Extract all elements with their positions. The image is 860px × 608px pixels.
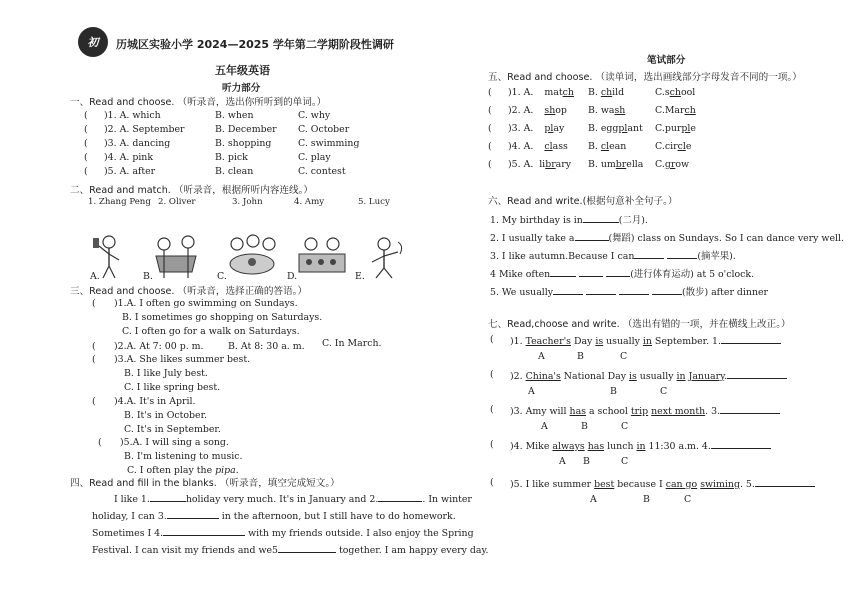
section1-option-a: )2. A. September [104, 124, 185, 135]
blank-1[interactable] [150, 492, 186, 502]
section1-answer-paren[interactable]: ( [84, 166, 88, 177]
section5-option-c [655, 141, 691, 152]
underlined-phrase: next month [651, 406, 706, 417]
sentence-text: 11:30 a.m. 4. [645, 441, 711, 452]
sentence-text: . [724, 371, 728, 382]
section6-heading: 六、Read and write.(根据句意补全句子。） [488, 196, 678, 207]
sentence-text: usually [636, 371, 677, 382]
section3-option-b: B. At 8: 30 a. m. [228, 341, 305, 352]
option-text: ow [675, 159, 689, 170]
option-text: op [555, 105, 567, 116]
write-blank[interactable] [579, 267, 603, 277]
sentence-text: (二月). [618, 215, 648, 226]
passage-text: holiday very much. It's in January and 2. [185, 494, 379, 505]
underlined-phrase: in [636, 441, 646, 452]
underlined-phrase: China's [525, 371, 561, 382]
section1-option-a: )4. A. pink [104, 152, 154, 163]
option-text: B. wa [588, 105, 615, 116]
correction-blank[interactable] [711, 439, 771, 449]
underlined-letters: pl [681, 123, 691, 134]
section1-option-c: C. play [298, 152, 331, 163]
option-text: C.Mar [655, 105, 685, 116]
write-line [490, 266, 754, 280]
underlined-letters: ch [684, 105, 696, 116]
write-blank[interactable] [583, 213, 619, 223]
option-text: B. egg [588, 123, 619, 134]
section1-option-c: C. October [298, 124, 350, 135]
section3-option-a: )5.A. I will sing a song. [120, 437, 229, 448]
option-italic: pipa. [215, 465, 239, 476]
underlined-letters: pl [544, 123, 554, 134]
section7-option-letter: B [583, 456, 590, 467]
write-blank[interactable] [606, 267, 630, 277]
sentence-text: (进行体育运动) at 5 o'clock. [630, 269, 755, 280]
picture-e-icon [360, 232, 410, 282]
underlined-phrase: is [595, 336, 604, 347]
section3-option-a: )4.A. It's in April. [114, 396, 196, 407]
section1-option-c: C. contest [298, 166, 346, 177]
sentence-text: National Day [560, 371, 629, 382]
section7-option-letter: A [538, 351, 545, 362]
section3-answer-paren[interactable]: ( [92, 354, 96, 365]
section5-option-b [588, 87, 624, 98]
option-text: ella [626, 159, 644, 170]
section3-option-a: )2.A. At 7: 00 p. m. [114, 341, 204, 352]
correction-blank[interactable] [720, 404, 780, 414]
section3-option-b: B. I like July best. [124, 368, 208, 379]
section5-option-b [588, 141, 626, 152]
match-name[interactable]: 4. Amy [294, 197, 325, 207]
picture-label[interactable]: B. [143, 271, 153, 282]
underlined-letters: cl [600, 141, 610, 152]
section3-option-b: B. I'm listening to music. [124, 451, 243, 462]
passage-text: in the afternoon, but I still have to do homework. [221, 511, 456, 522]
section1-option-a: )5. A. after [104, 166, 156, 177]
section5-option-c [655, 105, 696, 116]
underlined-letters: br [615, 159, 627, 170]
picture-label[interactable]: E. [355, 271, 365, 282]
section3-option-c: C. I often go for a walk on Saturdays. [122, 326, 300, 337]
option-text: B. um [588, 159, 616, 170]
passage-text: Festival. I can visit my friends and we5 [92, 545, 278, 556]
section3-answer-paren[interactable]: ( [98, 437, 102, 448]
section5-option-a [544, 105, 567, 116]
option-text: li [539, 159, 546, 170]
sentence-text: 1. My birthday is in [490, 215, 583, 226]
section5-number: )3. A. [508, 123, 534, 134]
sentence-text: )4. Mike [510, 441, 553, 452]
section3-option-c: C. I like spring best. [124, 382, 221, 393]
section3-option-a: )1.A. I often go swimming on Sundays. [114, 298, 298, 309]
section7-sentence [510, 369, 787, 382]
option-text: e [685, 141, 692, 152]
option-text: ean [609, 141, 627, 152]
passage-text: holiday, I can 3. [92, 511, 167, 522]
section1-answer-paren[interactable]: ( [84, 138, 88, 149]
section5-answer-paren[interactable]: ( [488, 105, 492, 116]
section5-answer-paren[interactable]: ( [488, 159, 492, 170]
section7-answer-paren[interactable]: ( [490, 404, 494, 415]
option-text: mat [544, 87, 563, 98]
option-text: ool [680, 87, 696, 98]
write-line [490, 284, 768, 298]
underlined-letters: cl [677, 141, 686, 152]
write-line [490, 248, 736, 262]
section7-option-letter: A [528, 386, 535, 397]
section3-option-b: B. It's in October. [124, 410, 208, 421]
blank-3[interactable] [167, 509, 219, 519]
section1-option-c: C. swimming [298, 138, 360, 149]
underlined-letters: ch [562, 87, 574, 98]
picture-b-icon [150, 232, 205, 282]
option-text: e [690, 123, 696, 134]
sentence-text: (摘苹果). [697, 251, 736, 262]
section5-option-a [544, 141, 567, 152]
blank-4[interactable] [163, 526, 245, 536]
section1-option-b: B. when [215, 110, 254, 121]
section5-option-c [655, 159, 689, 170]
section1-option-b: B. clean [215, 166, 254, 177]
picture-label[interactable]: C. [217, 271, 227, 282]
section7-option-letter: C [621, 421, 629, 432]
sentence-text: )2. [510, 371, 526, 382]
passage-text: I like 1. [114, 494, 150, 505]
section3-option-c: C. In March. [322, 338, 382, 349]
underlined-phrase: in [676, 371, 686, 382]
underlined-letters: sh [544, 105, 556, 116]
section5-answer-paren[interactable]: ( [488, 123, 492, 134]
write-blank[interactable] [586, 285, 616, 295]
section3-answer-paren[interactable]: ( [92, 341, 96, 352]
section7-option-letter: A [559, 456, 566, 467]
write-blank[interactable] [667, 249, 697, 259]
write-line [490, 230, 844, 244]
underlined-letters: cl [544, 141, 553, 152]
section7-option-letter: C [684, 494, 692, 505]
underlined-phrase: swiming [700, 479, 740, 490]
written-title: 笔试部分 [647, 55, 686, 66]
section7-option-letter: B [610, 386, 617, 397]
option-text: C. I often play the [127, 465, 213, 476]
sentence-text: . 5. [739, 479, 755, 490]
section3-option-b: B. I sometimes go shopping on Saturdays. [122, 312, 323, 323]
section5-number: )4. A. [508, 141, 534, 152]
section3-answer-paren[interactable]: ( [92, 298, 96, 309]
section7-option-letter: C [621, 456, 629, 467]
write-blank[interactable] [575, 231, 609, 241]
passage-text: together. I am happy every day. [338, 545, 489, 556]
picture-label[interactable]: D. [287, 271, 298, 282]
underlined-letters: pl [618, 123, 628, 134]
write-blank[interactable] [652, 285, 682, 295]
section7-answer-paren[interactable]: ( [490, 439, 494, 450]
underlined-phrase: best [594, 479, 615, 490]
sentence-text: . 3. [705, 406, 721, 417]
section5-option-c [655, 87, 695, 98]
section4-heading: 四、Read and fill in the blanks. （听录音，填空完成短文。） [70, 478, 340, 489]
section5-number: )5. A. [508, 159, 534, 170]
section7-option-letter: C [660, 386, 668, 397]
sentence-text: a school [585, 406, 631, 417]
section7-option-letter: B [581, 421, 588, 432]
section5-option-a [539, 159, 571, 170]
passage-line-1 [114, 492, 472, 505]
passage-line-2 [92, 509, 456, 522]
sentence-text: 2. I usually take a [490, 233, 575, 244]
underlined-letters: sh [614, 105, 626, 116]
sentence-text: lunch [604, 441, 637, 452]
section5-option-a [544, 123, 564, 134]
section5-answer-paren[interactable]: ( [488, 87, 492, 98]
section5-number: )1. A. [508, 87, 534, 98]
sentence-text: )3. Amy will [510, 406, 570, 417]
underlined-phrase: trip [630, 406, 649, 417]
underlined-phrase: January [688, 371, 725, 382]
grade-title: 五年级英语 [215, 64, 270, 77]
school-logo-icon: 初 [78, 27, 108, 57]
section7-answer-paren[interactable]: ( [490, 334, 494, 345]
section7-option-letter: A [590, 494, 597, 505]
section1-option-a: )1. A. which [104, 110, 161, 121]
section5-option-c [655, 123, 696, 134]
correction-blank[interactable] [721, 334, 781, 344]
option-text: C. [655, 159, 665, 170]
passage-text: with my friends outside. I also enjoy the Spring [248, 528, 474, 539]
match-name[interactable]: 5. Lucy [358, 197, 390, 207]
option-text: C.cir [655, 141, 678, 152]
underlined-phrase: is [629, 371, 637, 382]
picture-d-icon [295, 232, 350, 282]
section1-heading: 一、Read and choose. （听录音，选出你所听到的单词。） [70, 97, 327, 108]
write-blank[interactable] [553, 285, 583, 295]
sentence-text: Day [570, 336, 596, 347]
section5-option-b [588, 123, 643, 134]
section5-option-a [544, 87, 574, 98]
section1-option-c: C. why [298, 110, 331, 121]
underlined-letters: gr [664, 159, 676, 170]
sentence-text: 4 Mike often [490, 269, 551, 280]
option-text: ild [612, 87, 625, 98]
section1-option-b: B. December [215, 124, 277, 135]
section5-option-b [588, 105, 625, 116]
option-text: C.s [655, 87, 670, 98]
passage-line-3 [92, 526, 474, 539]
underlined-letters: br [545, 159, 556, 170]
underlined-phrase: has [569, 406, 586, 417]
sentence-text: )5. I like summer [510, 479, 595, 490]
option-text: ant [627, 123, 643, 134]
sentence-text: usually [603, 336, 643, 347]
section7-sentence [510, 404, 780, 417]
section5-heading: 五、Read and choose. （读单词，选出画线部分字母发音不同的一项。） [488, 72, 802, 83]
section3-heading: 三、Read and choose. （听录音，选择正确的答语。） [70, 286, 308, 297]
correction-blank[interactable] [755, 477, 815, 487]
passage-text: Sometimes I 4. [92, 528, 164, 539]
sentence-text: (散步) after dinner [682, 287, 769, 298]
section5-option-b [588, 159, 643, 170]
section7-sentence [510, 439, 771, 452]
write-blank[interactable] [619, 285, 649, 295]
blank-5[interactable] [278, 543, 336, 553]
underlined-phrase: can go [665, 479, 698, 490]
section5-number: )2. A. [508, 105, 534, 116]
section7-option-letter: B [643, 494, 650, 505]
sentence-text: (舞蹈) class on Sundays. So I can dance very well. [608, 233, 844, 244]
section1-option-b: B. pick [215, 152, 248, 163]
option-text: B. [588, 141, 601, 152]
section7-sentence [510, 477, 815, 490]
school-title: 历城区实验小学 2024—2025 学年第二学期阶段性调研 [116, 38, 394, 51]
section3-answer-paren[interactable]: ( [92, 396, 96, 407]
section7-answer-paren[interactable]: ( [490, 369, 494, 380]
section1-option-b: B. shopping [215, 138, 272, 149]
picture-c-icon [225, 232, 280, 282]
underlined-phrase: Teacher's [525, 336, 571, 347]
option-text: ary [555, 159, 572, 170]
blank-2[interactable] [378, 492, 422, 502]
listening-title: 听力部分 [222, 83, 261, 94]
sentence-text: 3. I like autumn.Because I can [490, 251, 635, 262]
section1-answer-paren[interactable]: ( [84, 124, 88, 135]
passage-text: . In winter [422, 494, 472, 505]
section7-option-letter: A [541, 421, 548, 432]
underlined-letters: ch [669, 87, 681, 98]
underlined-phrase: has [587, 441, 605, 452]
option-text: ay [553, 123, 565, 134]
underlined-letters: ch [600, 87, 613, 98]
section7-option-letter: B [577, 351, 584, 362]
write-blank[interactable] [634, 249, 664, 259]
match-name[interactable]: 3. John [232, 197, 263, 207]
section1-answer-paren[interactable]: ( [84, 152, 88, 163]
section5-answer-paren[interactable]: ( [488, 141, 492, 152]
passage-line-4 [92, 543, 489, 556]
sentence-text: 5. We usually [490, 287, 554, 298]
section2-heading: 二、Read and match. （听录音，根据所听内容连线。） [70, 185, 313, 196]
sentence-text: because I [614, 479, 666, 490]
match-name[interactable]: 2. Oliver [158, 197, 196, 207]
section7-option-letter: C [620, 351, 628, 362]
picture-label[interactable]: A. [90, 271, 100, 282]
option-text: C.pur [655, 123, 682, 134]
section7-answer-paren[interactable]: ( [490, 477, 494, 488]
sentence-text: )1. [510, 336, 526, 347]
write-line [490, 212, 648, 226]
section3-option-c: C. It's in September. [124, 424, 221, 435]
option-text: ass [552, 141, 568, 152]
section1-answer-paren[interactable]: ( [84, 110, 88, 121]
section7-heading: 七、Read,choose and write. （选出有错的一项，并在横线上改正。） [488, 319, 791, 330]
section3-option-a: )3.A. She likes summer best. [114, 354, 251, 365]
section7-sentence [510, 334, 781, 347]
underlined-phrase: always [552, 441, 585, 452]
write-blank[interactable] [550, 267, 576, 277]
section1-option-a: )3. A. dancing [104, 138, 171, 149]
option-text: B. [588, 87, 601, 98]
sentence-text: September. 1. [651, 336, 721, 347]
underlined-phrase: in [642, 336, 652, 347]
correction-blank[interactable] [727, 369, 787, 379]
match-name[interactable]: 1. Zhang Peng [88, 197, 151, 207]
